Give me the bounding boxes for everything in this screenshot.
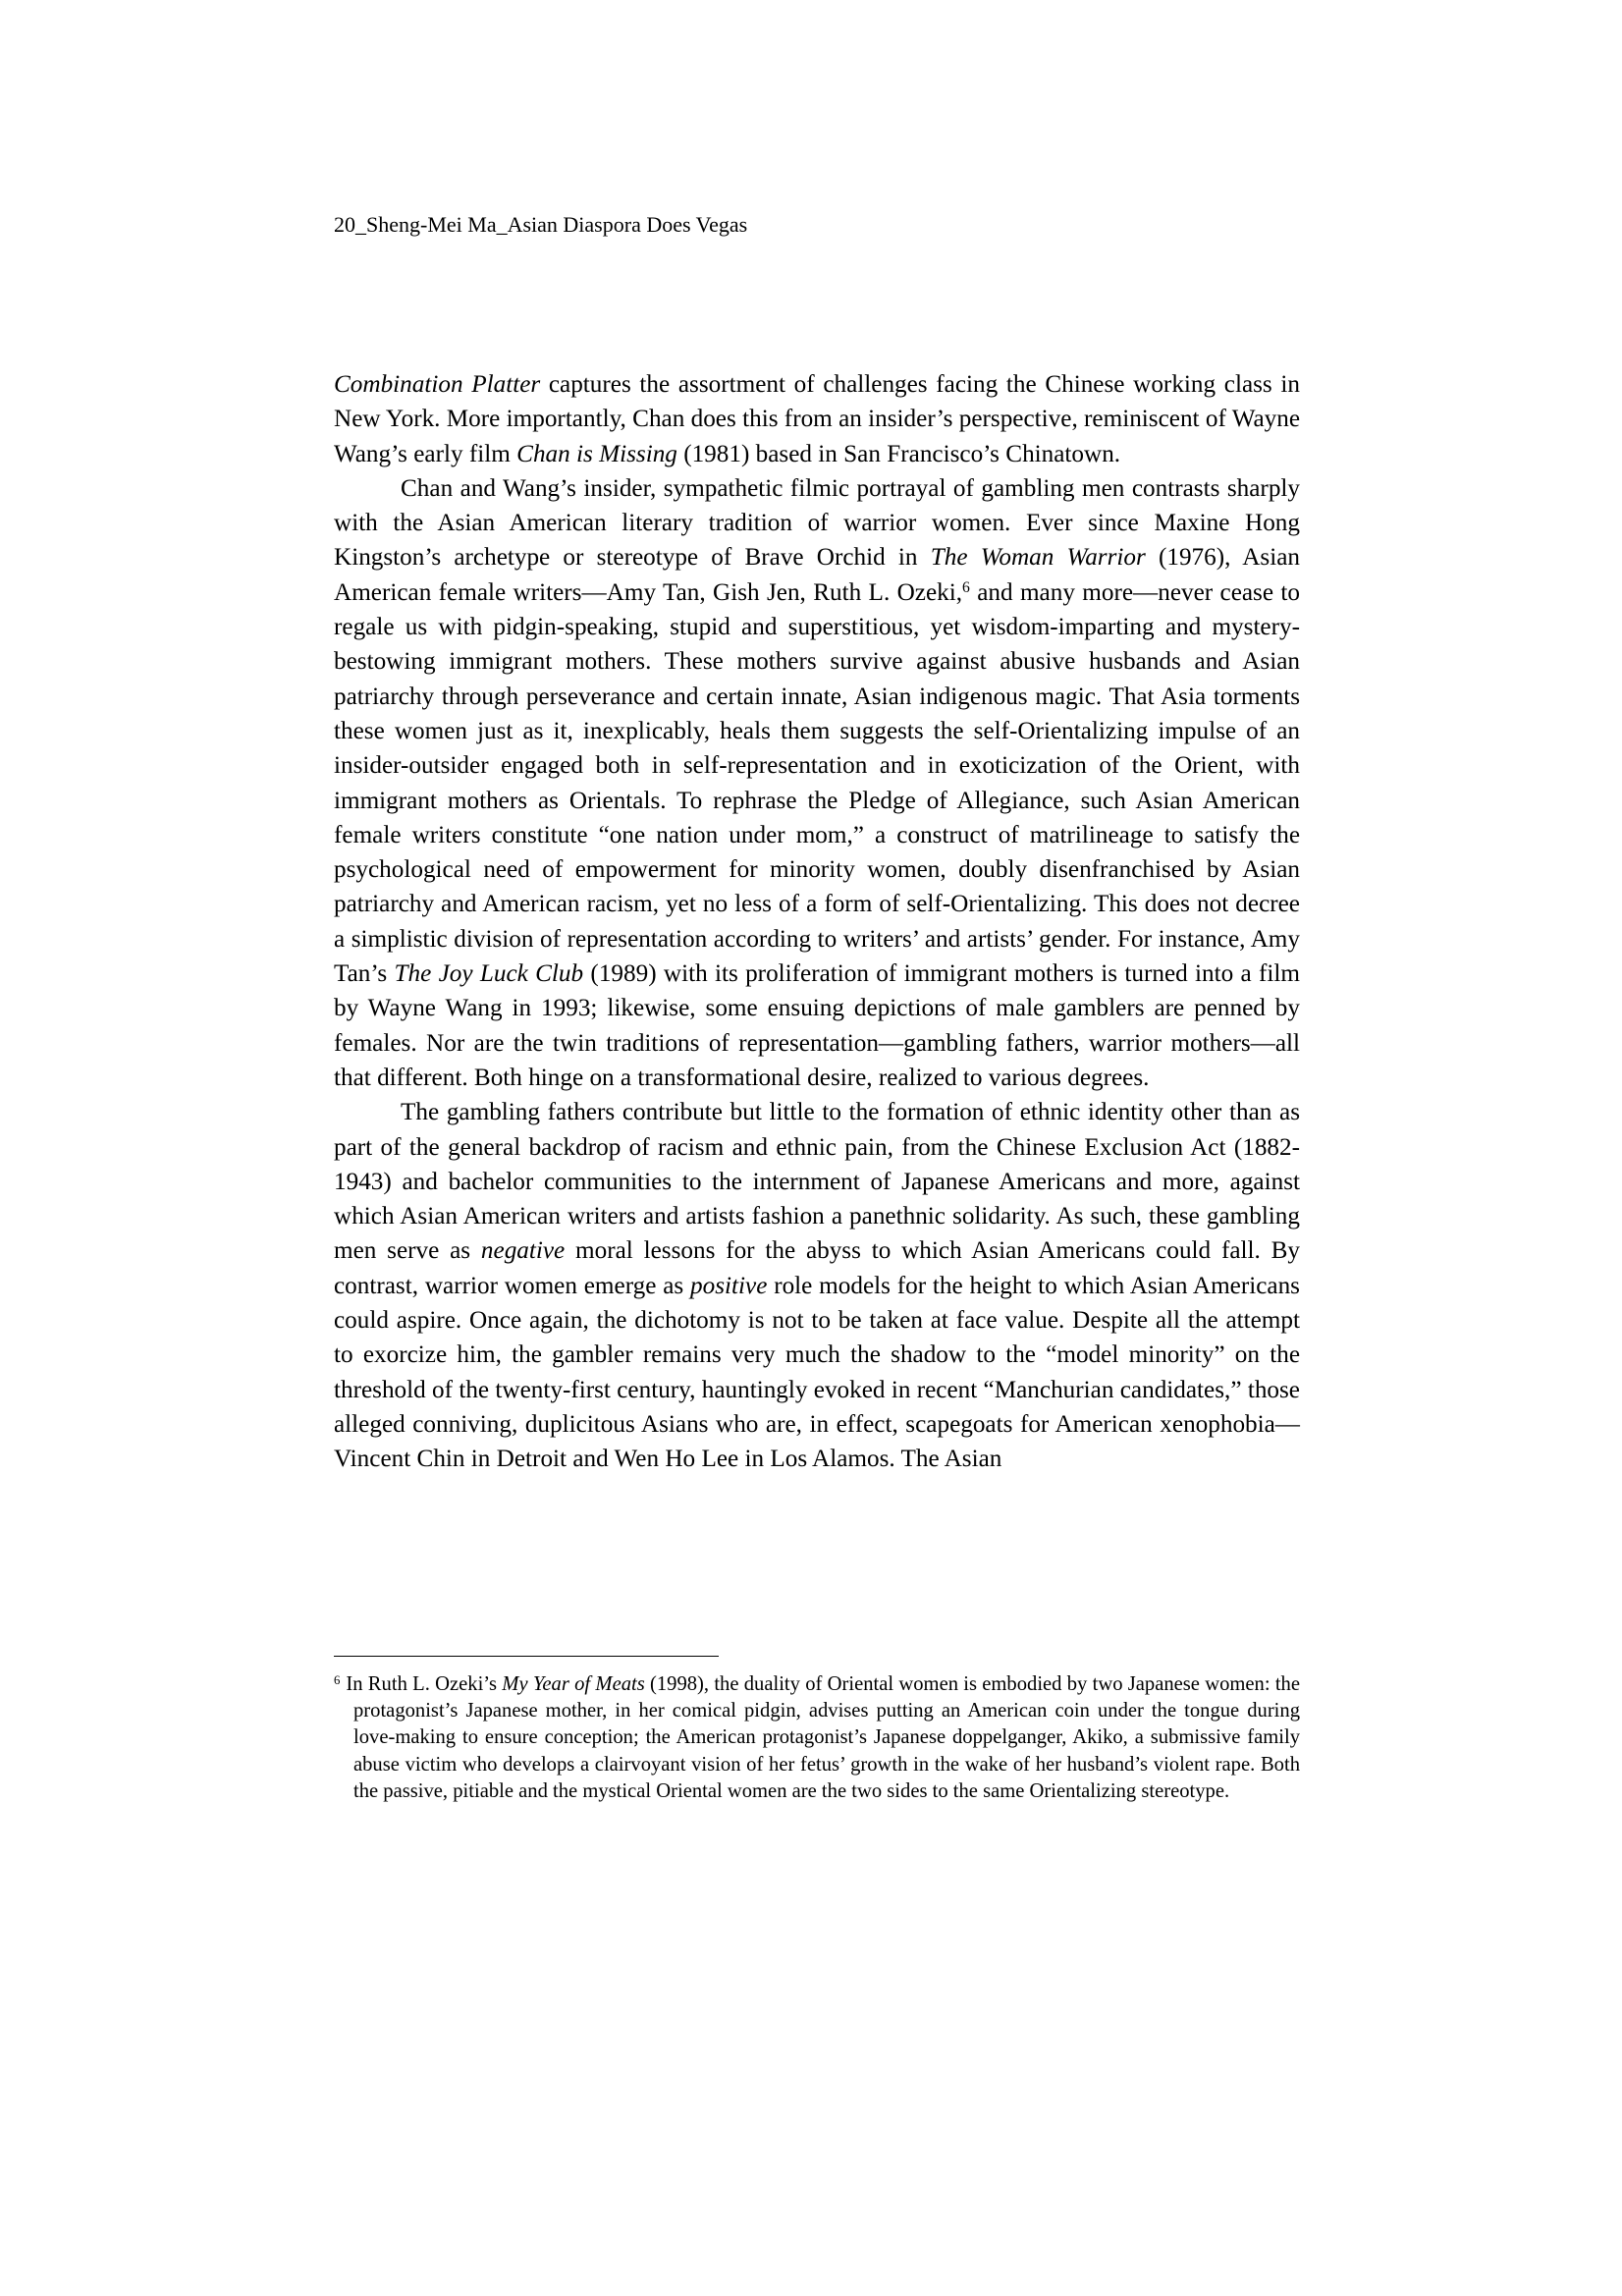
paragraph-1-text-b: (1981) based in San Francisco’s Chinatown.	[676, 440, 1121, 467]
film-title-combination-platter: Combination Platter	[334, 371, 541, 398]
paragraph-2	[334, 471, 1300, 1095]
paragraph-2-text-d: (1989) with its proliferation of immigrant mothers is turned into a film by Wayne Wang in 1993; likewise, some ensuing depictions of male gamblers are penned by females. Nor are the twin traditions of representation—gambling fathers, warrior mothers—all that different. Both hinge on a transformational desire, realized to various degrees.	[334, 960, 1300, 1091]
footnote-number: 6	[334, 1672, 341, 1687]
book-title-the-woman-warrior: The Woman Warrior	[930, 544, 1146, 572]
footnote-text-b: (1998), the duality of Oriental women is embodied by two Japanese women: the protagonist’s Japanese mother, in her comical pidgin, advises putting an American coin under the tongue during love-making to ensure conception; the American protagonist’s Japanese doppelganger, Akiko, a submissive family abuse victim who develops a clairvoyant vision of her fetus’ growth in the wake of her husband’s violent rape. Both the passive, pitiable and the mystical Oriental women are the two sides to the same Orientalizing stereotype.	[353, 1673, 1300, 1802]
paragraph-2-text-c: and many more—never cease to regale us with pidgin-speaking, stupid and superstitious, yet wisdom-imparting and mystery-bestowing immigrant mothers. These mothers survive against abusive husbands and Asian patriarchy through perseverance and certain innate, Asian indigenous magic. That Asia torments these women just as it, inexplicably, heals them suggests the self-Orientalizing impulse of an insider-outsider engaged both in self-representation and in exoticization of the Orient, with immigrant mothers as Orientals. To rephrase the Pledge of Allegiance, such Asian American female writers constitute “one nation under mom,” a construct of matrilineage to satisfy the psychological need of empowerment for minority women, doubly disenfranchised by Asian patriarchy and American racism, yet no less of a form of self-Orientalizing. This does not decree a simplistic division of representation according to writers’ and artists’ gender. For instance, Amy Tan’s	[334, 578, 1300, 988]
paragraph-3-text-a: The gambling fathers contribute but little to the formation of ethnic identity other than as part of the general backdrop of racism and ethnic pain, from the Chinese Exclusion Act (1882-1943) and bachelor communities to the internment of Japanese Americans and more, against which Asian American writers and artists fashion a panethnic solidarity. As such, these gambling men serve as	[334, 1099, 1300, 1265]
footnote-6	[334, 1671, 1300, 1805]
footnote-reference-6[interactable]: 6	[962, 578, 970, 596]
book-title-my-year-of-meats: My Year of Meats	[502, 1673, 645, 1695]
paragraph-2-text-a: Chan and Wang’s insider, sympathetic filmic portrayal of gambling men contrasts sharply with the Asian American literary tradition of warrior women. Ever since Maxine Hong Kingston’s archetype or stereotype of Brave Orchid in	[334, 474, 1300, 572]
paragraph-3-text-c: role models for the height to which Asian Americans could aspire. Once again, the dichotomy is not to be taken at face value. Despite all the attempt to exorcize him, the gambler remains very much the shadow to the “model minority” on the threshold of the twenty-first century, hauntingly evoked in recent “Manchurian candidates,” those alleged conniving, duplicitous Asians who are, in effect, scapegoats for American xenophobia—Vincent Chin in Detroit and Wen Ho Lee in Los Alamos. The Asian	[334, 1272, 1300, 1473]
footnote-divider	[334, 1656, 719, 1657]
paragraph-3	[334, 1095, 1300, 1476]
book-title-the-joy-luck-club: The Joy Luck Club	[394, 960, 584, 988]
film-title-chan-is-missing: Chan is Missing	[516, 440, 677, 467]
emphasis-negative: negative	[480, 1237, 566, 1265]
paragraph-1	[334, 367, 1300, 471]
paragraph-1-text-a: captures the assortment of challenges facing the Chinese working class in New York. More importantly, Chan does this from an insider’s perspective, reminiscent of Wayne Wang’s early film	[334, 371, 1300, 467]
running-header: 20_Sheng-Mei Ma_Asian Diaspora Does Vegas	[334, 212, 748, 237]
paragraph-2-text-b: (1976), Asian American female writers—Amy Tan, Gish Jen, Ruth L. Ozeki,	[334, 544, 1300, 606]
footnote-text-a: In Ruth L. Ozeki’s	[346, 1673, 503, 1695]
body-text	[334, 367, 1300, 1477]
emphasis-positive: positive	[690, 1272, 768, 1299]
paragraph-3-text-b: moral lessons for the abyss to which Asian Americans could fall. By contrast, warrior women emerge as	[334, 1237, 1300, 1299]
